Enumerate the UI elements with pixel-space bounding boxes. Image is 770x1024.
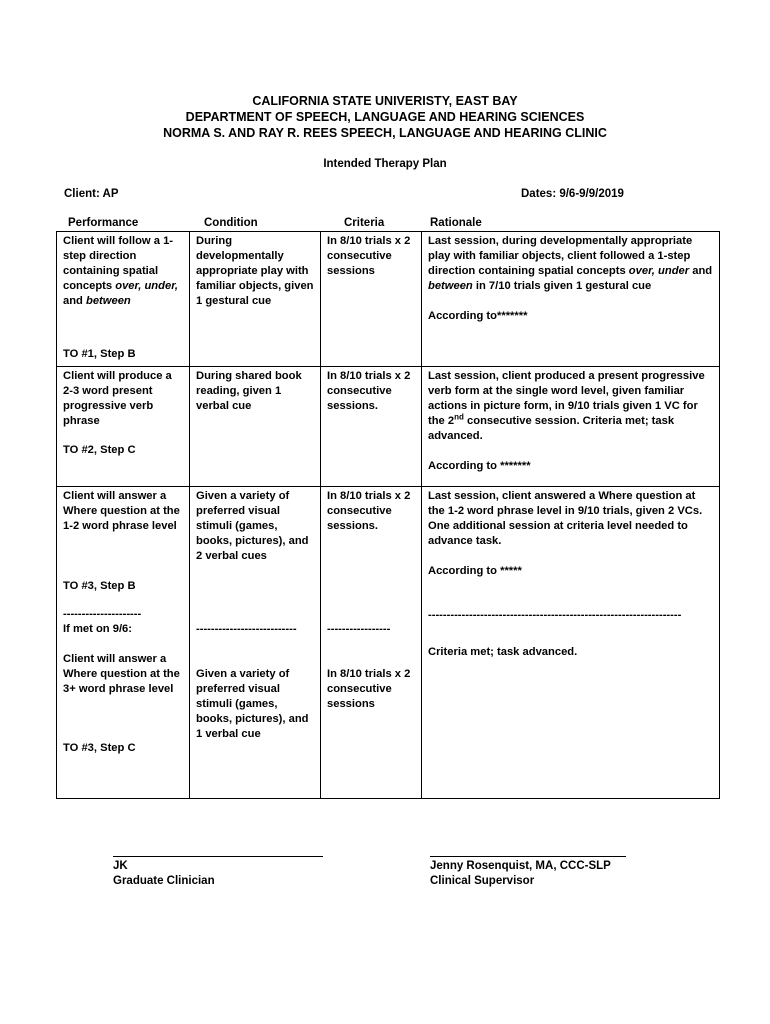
performance-emphasis: over, [115,280,142,292]
rationale-text-part: and [689,265,713,277]
rationale-text [428,235,712,292]
column-header-criteria: Criteria [344,217,385,229]
criteria-cell [321,367,422,487]
document-subtitle: Intended Therapy Plan [323,158,447,170]
rationale-text: Criteria met; task advanced. [428,646,578,658]
step-label: TO #3, Step C [63,742,136,754]
performance-emphasis: between [86,295,131,307]
according-to: According to ***** [428,565,522,577]
rationale-text-part: consecutive session. Criteria met; task advanced. [428,415,675,442]
client-label: Client: AP [64,188,119,200]
clinician-title: Graduate Clinician [113,875,215,887]
condition-text: Given a variety of preferred visual stimuli (games, books, pictures), and 2 verbal cues [196,490,309,562]
rationale-cell [422,487,720,799]
performance-text: Client will answer a Where question at the 3+ word phrase level [63,653,180,695]
rationale-emphasis: over, under [628,265,690,277]
department-name: DEPARTMENT OF SPEECH, LANGUAGE AND HEARING SCIENCES [185,110,585,124]
criteria-cell [321,487,422,799]
clinic-name: NORMA S. AND RAY R. REES SPEECH, LANGUAGE AND HEARING CLINIC [163,126,607,140]
step-label: TO #1, Step B [63,348,136,360]
rationale-text-part: in 7/10 trials given 1 gestural cue [472,280,652,292]
performance-text: Client will answer a Where question at the 1-2 word phrase level [63,490,180,532]
table-row [57,232,720,367]
rationale-text-part: Last session, during developmentally appropriate play with familiar objects, client followed a 1-step direction containing spatial concepts [428,235,693,277]
condition-text: Given a variety of preferred visual stimuli (games, books, pictures), and 1 verbal cue [196,668,309,740]
supervisor-title: Clinical Supervisor [430,875,535,887]
condition-cell [190,487,321,799]
rationale-text: Last session, client answered a Where question at the 1-2 word phrase level in 9/10 trials, given 2 VCs. One additional session at criteria level needed to advance task. [428,490,703,547]
rationale-cell [422,367,720,487]
column-header-rationale: Rationale [430,217,482,229]
divider-dashes: --------------------- [63,608,142,620]
rationale-cell [422,232,720,367]
performance-emphasis: under, [144,280,179,292]
performance-text-part: and [63,295,86,307]
divider-dashes: ----------------- [327,623,391,635]
divider-dashes: -------------------------------------------------------------------- [428,609,682,621]
condition-text: During developmentally appropriate play with familiar objects, given 1 gestural cue [196,235,314,307]
clinician-signature-block [113,859,215,889]
supervisor-name: Jenny Rosenquist, MA, CCC-SLP [430,860,611,872]
criteria-text: In 8/10 trials x 2 consecutive sessions [327,235,411,277]
if-met-label: If met on 9/6: [63,623,132,635]
rationale-text [428,370,705,442]
criteria-text: In 8/10 trials x 2 consecutive sessions. [327,490,411,532]
performance-cell [57,367,190,487]
rationale-emphasis: between [428,280,473,292]
according-to: According to ******* [428,460,531,472]
clinician-name: JK [113,860,128,872]
dates-label: Dates: 9/6-9/9/2019 [521,188,624,200]
condition-cell [190,367,321,487]
performance-text: Client will produce a 2-3 word present progressive verb phrase [63,370,172,427]
step-label: TO #2, Step C [63,444,136,456]
document-header [0,93,770,141]
criteria-text: In 8/10 trials x 2 consecutive sessions [327,668,411,710]
therapy-plan-table [56,231,720,799]
condition-cell [190,232,321,367]
column-header-condition: Condition [204,217,258,229]
table-row [57,487,720,799]
condition-text: During shared book reading, given 1 verbal cue [196,370,302,412]
criteria-text: In 8/10 trials x 2 consecutive sessions. [327,370,411,412]
university-name: CALIFORNIA STATE UNIVERISTY, EAST BAY [252,94,518,108]
according-to: According to******* [428,310,528,322]
column-header-performance: Performance [68,217,139,229]
signature-line-clinician [113,856,323,857]
divider-dashes: --------------------------- [196,623,297,635]
supervisor-signature-block [430,859,611,889]
performance-cell [57,487,190,799]
ordinal-suffix: nd [454,412,464,422]
table-row [57,367,720,487]
performance-cell [57,232,190,367]
rationale-text-part: Last session, client produced a present progressive verb form at the single word level, given familiar actions in picture form, in 9/10 trials given 1 VC for the 2 [428,370,705,427]
criteria-cell [321,232,422,367]
performance-text-part: Client will follow a 1-step direction containing spatial concepts [63,235,174,292]
signature-line-supervisor [430,856,626,857]
step-label: TO #3, Step B [63,580,136,592]
performance-text [63,235,178,307]
